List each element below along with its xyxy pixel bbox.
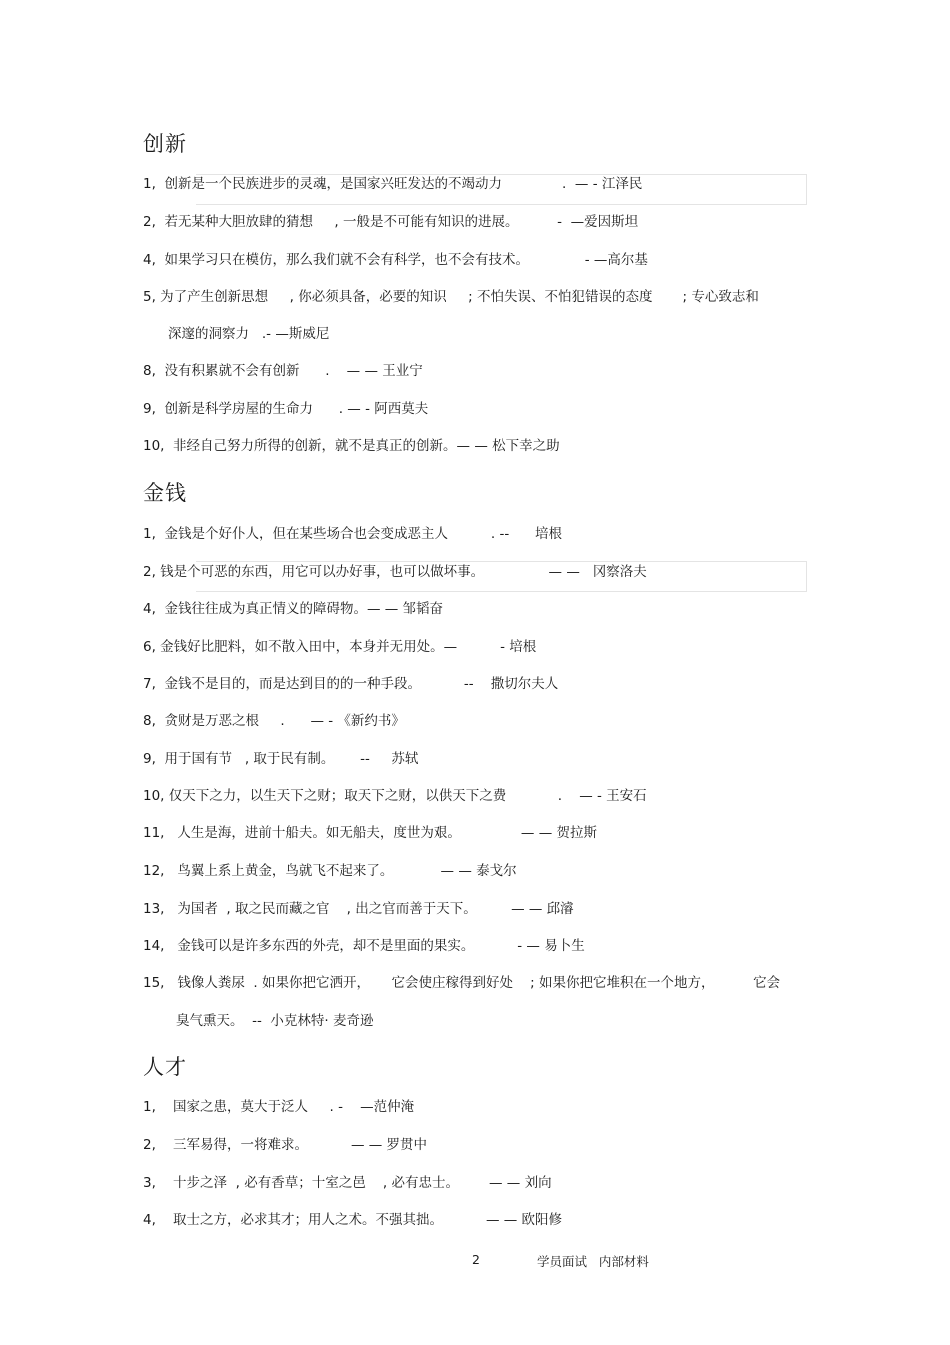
section-title-talent: 人才 bbox=[143, 1055, 187, 1079]
quote-line: 11, 人生是海，进前十船夫。如无船夫，度世为艰。 — — 贺拉斯 bbox=[143, 825, 598, 841]
quote-line: 2, 三军易得，一将难求。 — — 罗贯中 bbox=[143, 1137, 428, 1153]
quote-line: 2, 若无某种大胆放肆的猜想 , 一般是不可能有知识的进展。 - —爱因斯坦 bbox=[143, 214, 639, 230]
quote-line: 3, 十步之泽 , 必有香草；十室之邑 , 必有忠士。 — — 刘向 bbox=[143, 1175, 552, 1191]
quote-line: 7, 金钱不是目的，而是达到目的的一种手段。 -- 撒切尔夫人 bbox=[143, 676, 559, 692]
quote-line: 13, 为国者 , 取之民而藏之官 , 出之官而善于天下。 — — 邱濬 bbox=[143, 901, 574, 917]
quote-line: 5, 为了产生创新思想 , 你必须具备，必要的知识 ; 不怕失误、不怕犯错误的态度 ; 专心致志和 bbox=[143, 289, 759, 305]
footer-note: 学员面试 内部材料 bbox=[537, 1254, 649, 1269]
quote-line: 1, 金钱是个好仆人，但在某些场合也会变成恶主人 . -- 培根 bbox=[143, 526, 562, 542]
quote-line: 12, 鸟翼上系上黄金，鸟就飞不起来了。 — — 泰戈尔 bbox=[143, 863, 517, 879]
page-number: 2 bbox=[472, 1252, 480, 1267]
quote-line: 8, 没有积累就不会有创新 . — — 王业宁 bbox=[143, 363, 423, 379]
quote-line: 14, 金钱可以是许多东西的外壳，却不是里面的果实。 - — 易卜生 bbox=[143, 938, 585, 954]
quote-line: 4, 取士之方，必求其才；用人之术。不强其拙。 — — 欧阳修 bbox=[143, 1212, 563, 1228]
section-title-money: 金钱 bbox=[143, 481, 187, 505]
quote-line: 1, 国家之患，莫大于泛人 . - —范仲淹 bbox=[143, 1099, 415, 1115]
quote-line: 10, 非经自己努力所得的创新，就不是真正的创新。— — 松下幸之助 bbox=[143, 438, 560, 454]
quote-line-continuation: 深邃的洞察力 .- —斯威尼 bbox=[168, 326, 330, 342]
section-title-innovation: 创新 bbox=[143, 132, 187, 156]
quote-line: 9, 创新是科学房屋的生命力 . — - 阿西莫夫 bbox=[143, 401, 429, 417]
quote-line-continuation: 臭气熏天。 -- 小克林特· 麦奇逊 bbox=[176, 1013, 374, 1029]
quote-line: 10, 仅天下之力，以生天下之财；取天下之财，以供天下之费 . — - 王安石 bbox=[143, 788, 647, 804]
quote-line: 6, 金钱好比肥料，如不散入田中，本身并无用处。— - 培根 bbox=[143, 639, 537, 655]
quote-line: 4, 如果学习只在模仿，那么我们就不会有科学，也不会有技术。 - —高尔基 bbox=[143, 252, 648, 268]
quote-line: 1, 创新是一个民族进步的灵魂，是国家兴旺发达的不竭动力 . — - 江泽民 bbox=[143, 176, 643, 192]
quote-line: 2, 钱是个可恶的东西，用它可以办好事，也可以做坏事。 — — 冈察洛夫 bbox=[143, 564, 647, 580]
quote-line: 9, 用于国有节 , 取于民有制。 -- 苏轼 bbox=[143, 751, 419, 767]
quote-line: 4, 金钱往往成为真正情义的障碍物。— — 邹韬奋 bbox=[143, 601, 444, 617]
quote-line: 8, 贪财是万恶之根 . — - 《新约书》 bbox=[143, 713, 405, 729]
quote-line: 15, 钱像人粪尿 . 如果你把它洒开， 它会使庄稼得到好处 ; 如果你把它堆积在一个地方， 它会 bbox=[143, 975, 781, 991]
